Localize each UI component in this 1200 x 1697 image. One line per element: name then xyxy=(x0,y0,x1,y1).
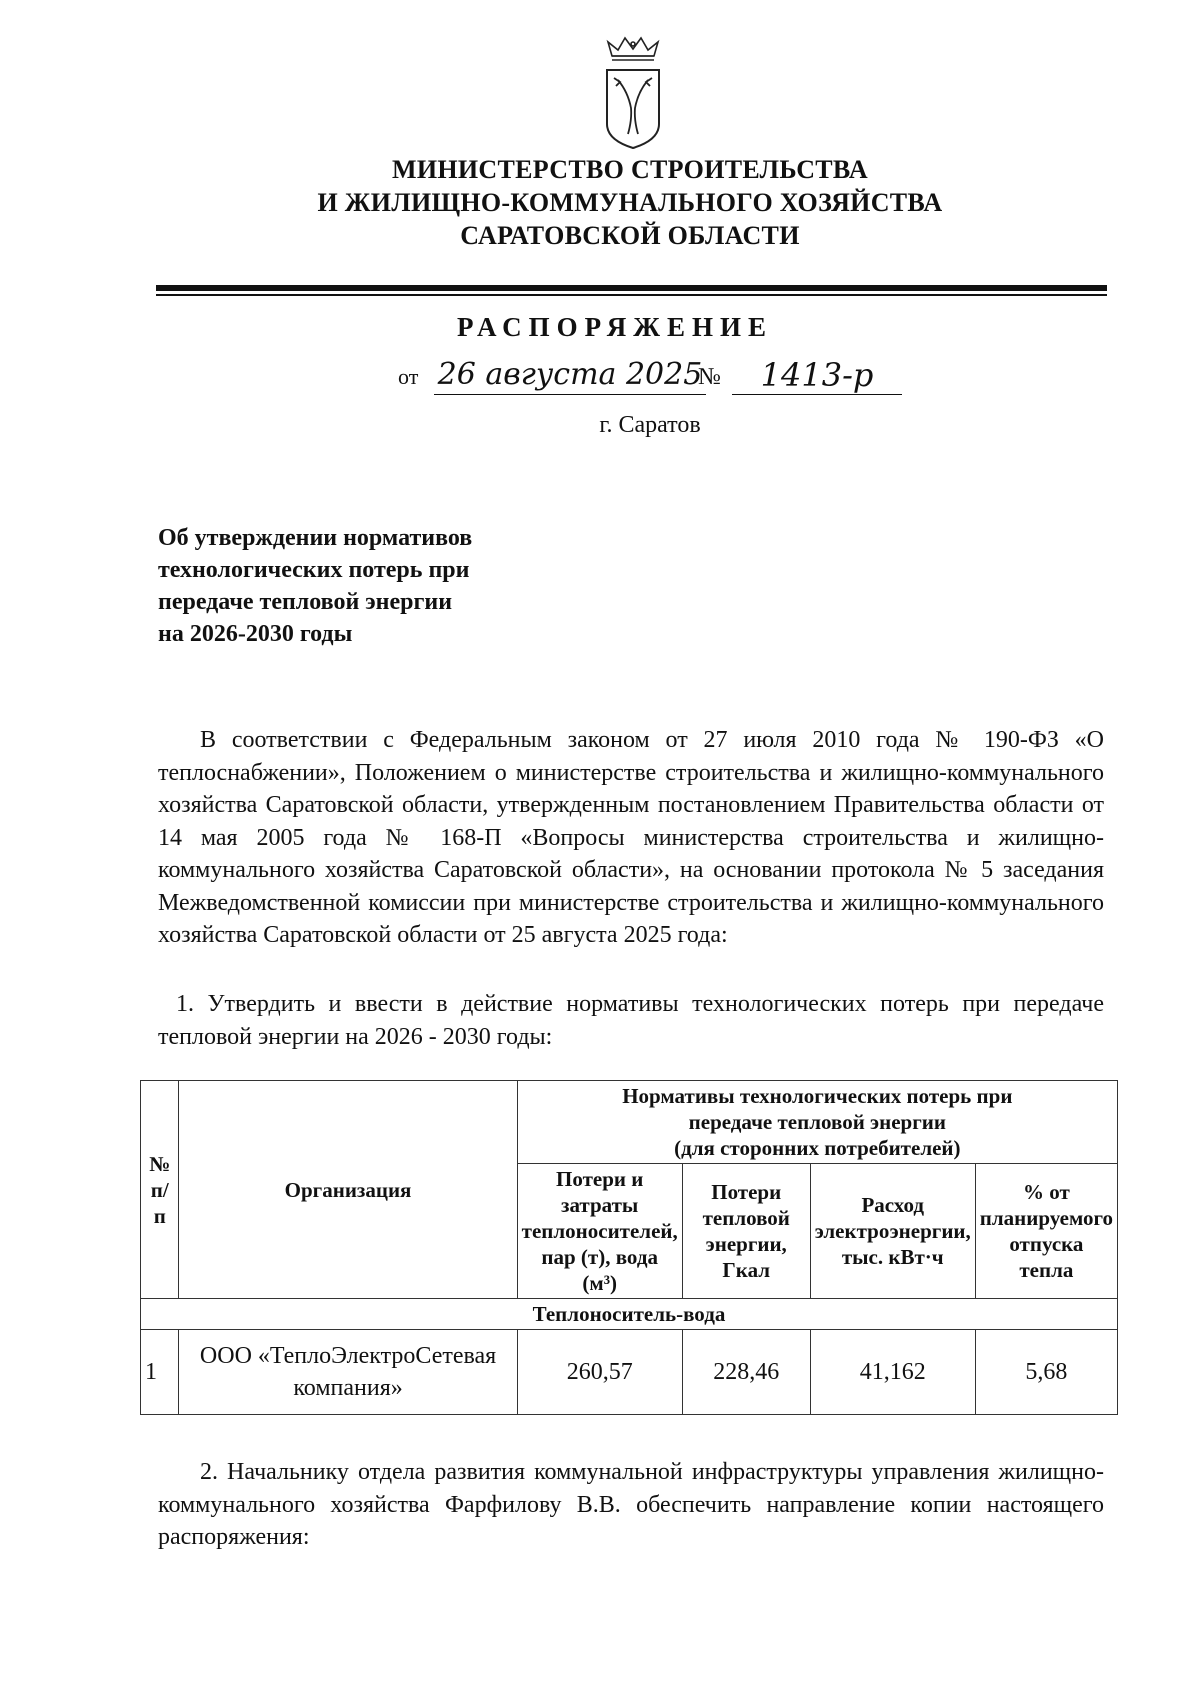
col-header-org: Организация xyxy=(179,1081,517,1299)
row-heat-losses: 228,46 xyxy=(682,1330,810,1415)
handwritten-date: 26 августа 2025 xyxy=(434,356,706,395)
preamble-paragraph: В соответствии с Федеральным законом от 27 июля 2010 года № 190-ФЗ «О теплоснабжении», Положением о министерстве строительства и жилищно-коммунального хозяйства Саратовской области, утвержденным постановлением Правительства области от 14 мая 2005 года № 168-П «Вопросы министерства строительства и жилищно-коммунального хозяйства Саратовской области», на основании протокола № 5 заседания Межведомственной комиссии при министерстве строительства и жилищно-коммунального хозяйства Саратовской области от 25 августа 2025 года: xyxy=(158,727,1104,948)
table-row xyxy=(141,1330,1118,1415)
ministry-line: МИНИСТЕРСТВО СТРОИТЕЛЬСТВА xyxy=(391,155,868,184)
subject-line: Об утверждении нормативов xyxy=(158,525,473,551)
row-electricity: 41,162 xyxy=(810,1330,975,1415)
ministry-line: И ЖИЛИЩНО-КОММУНАЛЬНОГО ХОЗЯЙСТВА xyxy=(317,188,943,217)
clause-2-paragraph: 2. Начальнику отдела развития коммунальной инфраструктуры управления жилищно-коммунального хозяйства Фарфилову В.В. обеспечить направление копии настоящего распоряжения: xyxy=(158,1459,1104,1550)
col-header-percent: % от планируемого отпуска тепла xyxy=(975,1164,1117,1299)
col-header-group xyxy=(517,1081,1117,1164)
document-subject xyxy=(158,522,618,650)
group-header-line: (для сторонних потребителей) xyxy=(674,1136,961,1160)
date-prefix: от xyxy=(398,364,419,389)
row-coolant-losses: 260,57 xyxy=(517,1330,682,1415)
ministry-line: САРАТОВСКОЙ ОБЛАСТИ xyxy=(460,221,800,250)
clause-1-paragraph: 1. Утвердить и ввести в действие нормативы технологических потерь при передаче тепловой энергии на 2026 - 2030 годы: xyxy=(158,991,1104,1050)
group-header-line: Нормативы технологических потерь при xyxy=(622,1084,1013,1108)
saratov-coat-of-arms-icon xyxy=(598,36,668,150)
header-divider xyxy=(156,285,1107,291)
group-header-line: передаче тепловой энергии xyxy=(688,1110,946,1134)
col-header-electricity: Расход электроэнергии, тыс. кВт·ч xyxy=(810,1164,975,1299)
col-header-heat-losses: Потери тепловой энергии, Гкал xyxy=(682,1164,810,1299)
row-org: ООО «ТеплоЭлектроСетевая компания» xyxy=(179,1330,517,1415)
header-divider-thin xyxy=(156,294,1107,296)
date-number-line xyxy=(398,356,918,396)
table-group-label: Теплоноситель-вода xyxy=(141,1299,1118,1330)
handwritten-number: 1413-р xyxy=(732,356,902,395)
norms-table xyxy=(140,1080,1118,1415)
subject-line: на 2026-2030 годы xyxy=(158,621,353,647)
row-percent: 5,68 xyxy=(975,1330,1117,1415)
col-header-num: № п/п xyxy=(141,1081,179,1299)
subject-line: технологических потерь при xyxy=(158,557,470,583)
number-label: № xyxy=(698,364,721,390)
col-header-coolant-losses: Потери и затраты теплоносителей, пар (т), вода (м³) xyxy=(517,1164,682,1299)
subject-line: передаче тепловой энергии xyxy=(158,589,453,615)
document-type: РАСПОРЯЖЕНИЕ xyxy=(456,312,774,342)
city: г. Саратов xyxy=(599,412,701,438)
row-num: 1 xyxy=(141,1330,179,1415)
ministry-title xyxy=(200,153,1060,252)
